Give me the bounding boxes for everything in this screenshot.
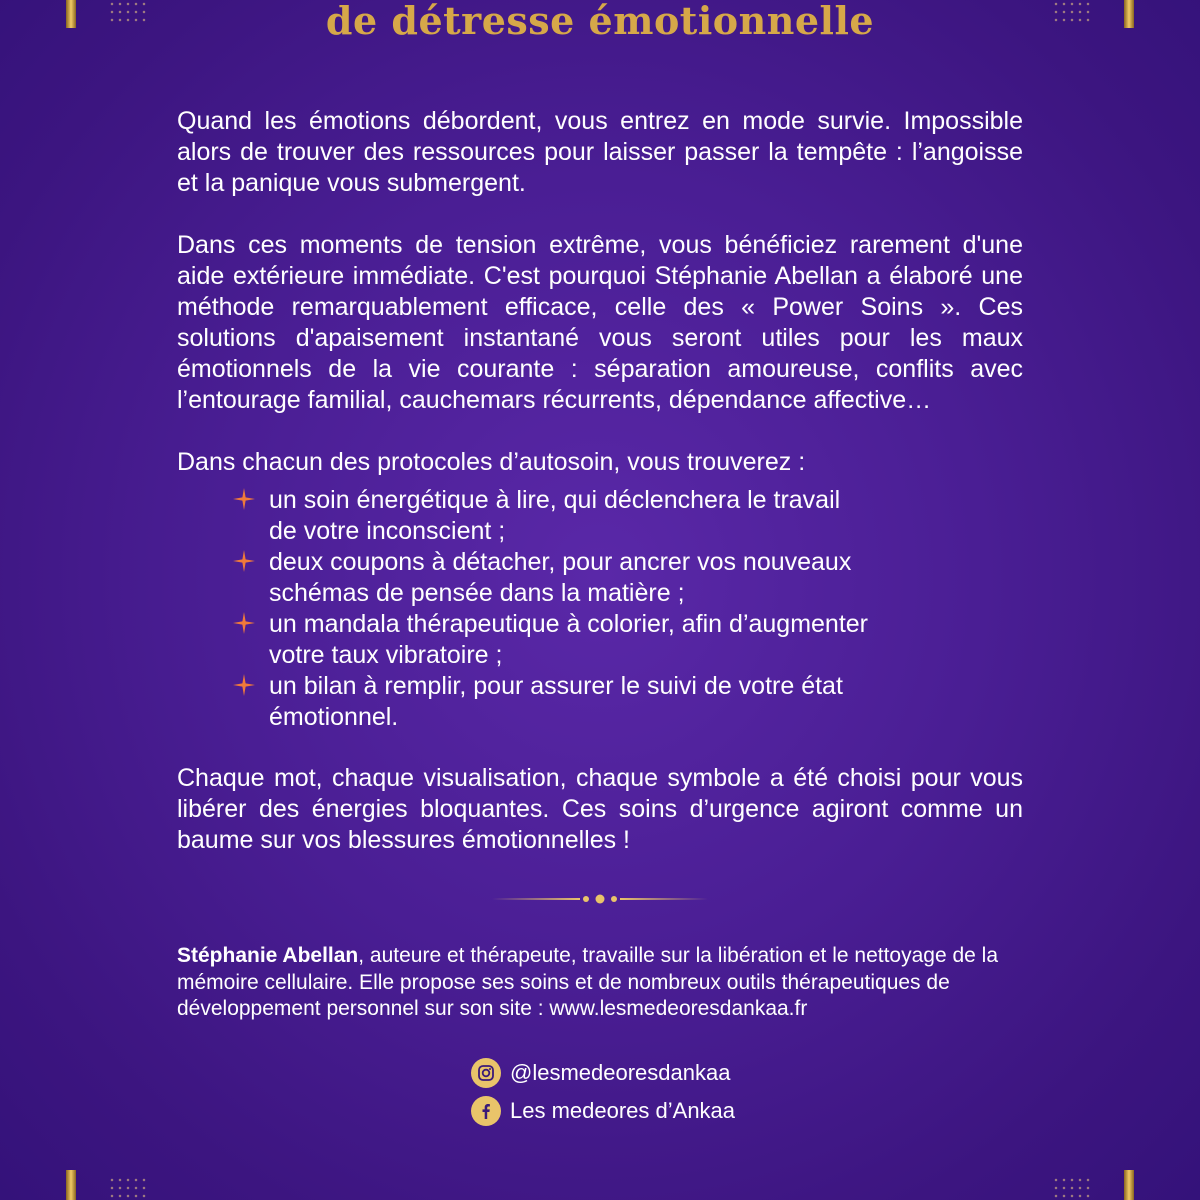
list-item: [230, 671, 930, 733]
sparkle-dots: [1052, 1176, 1092, 1200]
instagram-handle: @lesmedeoresdankaa: [510, 1060, 731, 1085]
paragraph-method: Dans ces moments de tension extrême, vous bénéficiez rarement d'une aide extérieure immédiate. C'est pourquoi Stéphanie Abellan a élaboré une méthode remarquablement efficace, celle des « Power Soins ». Ces solutions d'apaisement instantané vous seront utiles pour les maux émotionnels de la vie courante : séparation amoureuse, conflits avec l’entourage familial, cauchemars récurrents, dépendance affective…: [177, 231, 1023, 414]
list-item-line1: un mandala thérapeutique à colorier, afin d’augmenter: [269, 610, 869, 638]
list-item-line2: schémas de pensée dans la matière ;: [269, 579, 685, 607]
list-item: [230, 609, 930, 671]
list-item: [230, 547, 930, 609]
paragraph-conclusion: Chaque mot, chaque visualisation, chaque symbole a été choisi pour vous libérer des énergies bloquantes. Ces soins d’urgence agiront comme un baume sur vos blessures émotionnelles !: [177, 764, 1023, 854]
list-item-line2: émotionnel.: [269, 703, 399, 731]
star-bullet-icon: [232, 549, 256, 573]
corner-ornament-bottom-right: [1124, 1170, 1134, 1200]
star-bullet-icon: [232, 487, 256, 511]
list-item-line2: de votre inconscient ;: [269, 517, 506, 545]
facebook-icon: [471, 1096, 501, 1126]
protocol-list: [230, 485, 930, 733]
author-name: Stéphanie Abellan: [177, 944, 359, 967]
facebook-link[interactable]: [471, 1096, 735, 1126]
star-bullet-icon: [232, 673, 256, 697]
author-bio: [177, 943, 1037, 1023]
instagram-icon: [471, 1058, 501, 1088]
ornament-divider: [492, 891, 708, 907]
corner-ornament-bottom-left: [66, 1170, 76, 1200]
page-title: de détresse émotionnelle: [325, 0, 875, 43]
paragraph-list-intro: Dans chacun des protocoles d’autosoin, vous trouverez :: [177, 448, 806, 476]
star-bullet-icon: [232, 611, 256, 635]
paragraph-intro: Quand les émotions débordent, vous entrez en mode survie. Impossible alors de trouver des ressources pour laisser passer la tempête : l’angoisse et la panique vous submergent.: [177, 107, 1023, 197]
list-item: [230, 485, 930, 547]
list-item-line1: deux coupons à détacher, pour ancrer vos nouveaux: [269, 548, 852, 576]
sparkle-dots: [108, 1176, 148, 1200]
list-item-line1: un soin énergétique à lire, qui déclenchera le travail: [269, 486, 841, 514]
author-bio-text: , auteure et thérapeute, travaille sur la libération et le nettoyage de la mémoire cellulaire. Elle propose ses soins et de nombreux outils thérapeutiques de développement personnel sur son site : www.lesmedeoresdankaa.fr: [177, 944, 999, 1020]
facebook-page-name: Les medeores d’Ankaa: [510, 1098, 736, 1123]
list-item-line2: votre taux vibratoire ;: [269, 641, 503, 669]
list-item-line1: un bilan à remplir, pour assurer le suivi de votre état: [269, 672, 843, 700]
instagram-link[interactable]: [471, 1058, 730, 1088]
